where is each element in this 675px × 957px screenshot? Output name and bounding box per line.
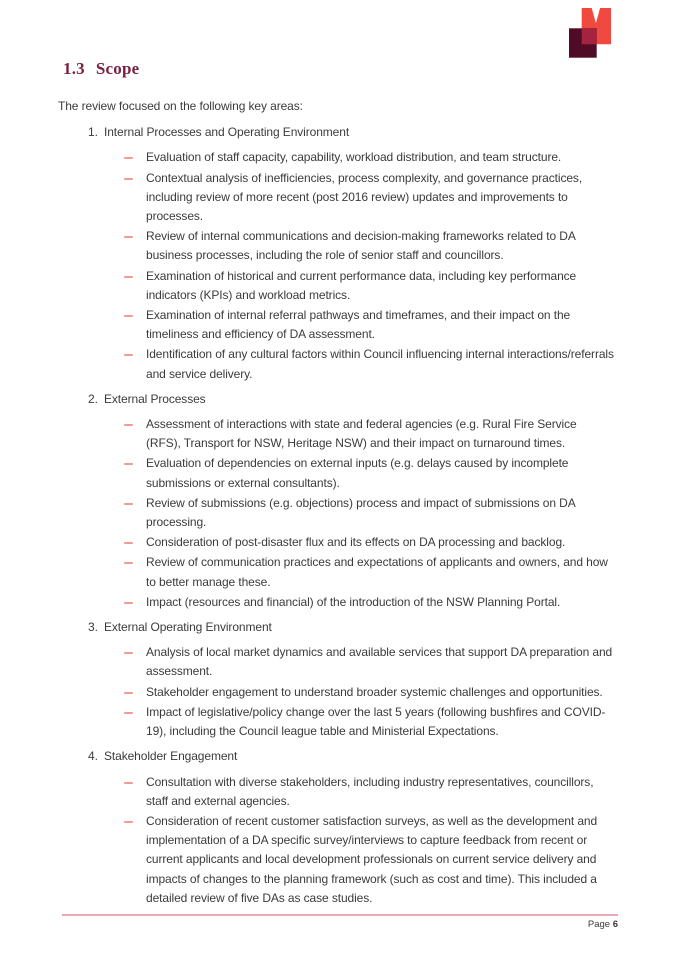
item-number: 2. bbox=[88, 391, 98, 406]
bullet-list bbox=[58, 148, 614, 383]
bullet-item bbox=[58, 773, 614, 811]
body-content bbox=[58, 97, 614, 909]
item-number: 3. bbox=[88, 620, 98, 635]
bullet-text: Impact of legislative/policy change over the last 5 years (following bushfires and COVID-19), including the Council league table and Ministerial Expectations. bbox=[146, 704, 606, 739]
bullet-item bbox=[58, 169, 614, 227]
dash-bullet-icon bbox=[124, 782, 133, 784]
dash-bullet-icon bbox=[124, 276, 133, 278]
bullet-text: Analysis of local market dynamics and available services that support DA preparation and assessment. bbox=[146, 645, 613, 679]
sections bbox=[58, 123, 614, 908]
page-number-value: 6 bbox=[612, 919, 618, 930]
bullet-item bbox=[58, 643, 614, 681]
bullet-text: Stakeholder engagement to understand broader systemic challenges and opportunities. bbox=[146, 684, 603, 699]
bullet-item bbox=[58, 494, 614, 532]
bullet-item bbox=[58, 267, 614, 305]
bullet-text: Contextual analysis of inefficiencies, process complexity, and governance practices, including review of more recent (post 2016 review) updates and improvements to processes. bbox=[146, 170, 583, 224]
dash-bullet-icon bbox=[124, 602, 133, 604]
section-heading bbox=[63, 59, 139, 79]
page-number bbox=[588, 919, 618, 930]
bullet-text: Assessment of interactions with state and federal agencies (e.g. Rural Fire Service (RFS), Transport for NSW, Heritage NSW) and their impact on turnaround times. bbox=[146, 417, 577, 451]
dash-bullet-icon bbox=[124, 236, 133, 238]
numbered-section bbox=[58, 747, 614, 908]
bullet-text: Examination of historical and current performance data, including key performance indicators (KPIs) and workload metrics. bbox=[146, 268, 577, 302]
bullet-item bbox=[58, 703, 614, 741]
bullet-text: Review of internal communications and decision-making frameworks related to DA business processes, including the role of senior staff and councillors. bbox=[146, 229, 576, 263]
bullet-text: Impact (resources and financial) of the introduction of the NSW Planning Portal. bbox=[146, 594, 561, 609]
dash-bullet-icon bbox=[124, 178, 133, 180]
bullet-item bbox=[58, 454, 614, 492]
item-label: External Operating Environment bbox=[104, 620, 272, 635]
numbered-item bbox=[58, 123, 614, 142]
dash-bullet-icon bbox=[124, 562, 133, 564]
bullet-text: Consideration of post-disaster flux and its effects on DA processing and backlog. bbox=[146, 535, 566, 550]
numbered-item bbox=[58, 618, 614, 637]
dash-bullet-icon bbox=[124, 157, 133, 159]
dash-bullet-icon bbox=[124, 692, 133, 694]
dash-bullet-icon bbox=[124, 463, 133, 465]
logo-m-mark-icon bbox=[569, 8, 613, 58]
bullet-text: Identification of any cultural factors within Council influencing internal interactions/referrals and service delivery. bbox=[146, 347, 614, 381]
bullet-item bbox=[58, 227, 614, 265]
bullet-text: Evaluation of dependencies on external inputs (e.g. delays caused by incomplete submissions or external consultants). bbox=[146, 456, 569, 490]
bullet-item bbox=[58, 415, 614, 453]
bullet-text: Examination of internal referral pathways and timeframes, and their impact on the timeliness and efficiency of DA assessment. bbox=[146, 308, 571, 342]
dash-bullet-icon bbox=[124, 424, 133, 426]
item-label: External Processes bbox=[104, 391, 206, 406]
intro-paragraph: The review focused on the following key areas: bbox=[58, 99, 303, 113]
dash-bullet-icon bbox=[124, 542, 133, 544]
bullet-item bbox=[58, 306, 614, 344]
bullet-item bbox=[58, 533, 614, 552]
item-label: Stakeholder Engagement bbox=[104, 749, 238, 764]
bullet-item bbox=[58, 553, 614, 591]
bullet-list bbox=[58, 773, 614, 908]
bullet-text: Evaluation of staff capacity, capability, workload distribution, and team structure. bbox=[146, 150, 562, 165]
section-heading-number: 1.3 bbox=[63, 59, 85, 78]
dash-bullet-icon bbox=[124, 821, 133, 823]
bullet-item bbox=[58, 812, 614, 908]
bullet-text: Consideration of recent customer satisfaction surveys, as well as the development and implementation of a DA specific survey/interviews to capture feedback from recent or current applicants and local development professionals on current service delivery and impacts of changes to the planning framework (such as cost and time). This included a detailed review of five DAs as case studies. bbox=[146, 813, 598, 905]
dash-bullet-icon bbox=[124, 315, 133, 317]
footer-rule bbox=[62, 914, 618, 916]
bullet-text: Review of communication practices and expectations of applicants and owners, and how to better manage these. bbox=[146, 555, 608, 589]
numbered-item bbox=[58, 390, 614, 409]
bullet-item bbox=[58, 593, 614, 612]
dash-bullet-icon bbox=[124, 712, 133, 714]
bullet-text: Review of submissions (e.g. objections) process and impact of submissions on DA processing. bbox=[146, 495, 575, 530]
bullet-item bbox=[58, 683, 614, 702]
dash-bullet-icon bbox=[124, 354, 133, 356]
bullet-item bbox=[58, 148, 614, 167]
item-label: Internal Processes and Operating Environment bbox=[104, 125, 350, 140]
bullet-item bbox=[58, 345, 614, 383]
dash-bullet-icon bbox=[124, 503, 133, 505]
dash-bullet-icon bbox=[124, 652, 133, 654]
section-heading-text: Scope bbox=[95, 59, 140, 78]
numbered-item bbox=[58, 747, 614, 766]
bullet-text: Consultation with diverse stakeholders, including industry representatives, councillors, staff and external agencies. bbox=[146, 774, 594, 808]
bullet-list bbox=[58, 643, 614, 741]
numbered-section bbox=[58, 123, 614, 384]
numbered-section bbox=[58, 390, 614, 612]
company-logo-icon bbox=[569, 8, 613, 58]
item-number: 1. bbox=[88, 125, 98, 140]
numbered-section bbox=[58, 618, 614, 741]
bullet-list bbox=[58, 415, 614, 612]
item-number: 4. bbox=[88, 749, 98, 764]
page-number-label: Page bbox=[587, 919, 611, 930]
